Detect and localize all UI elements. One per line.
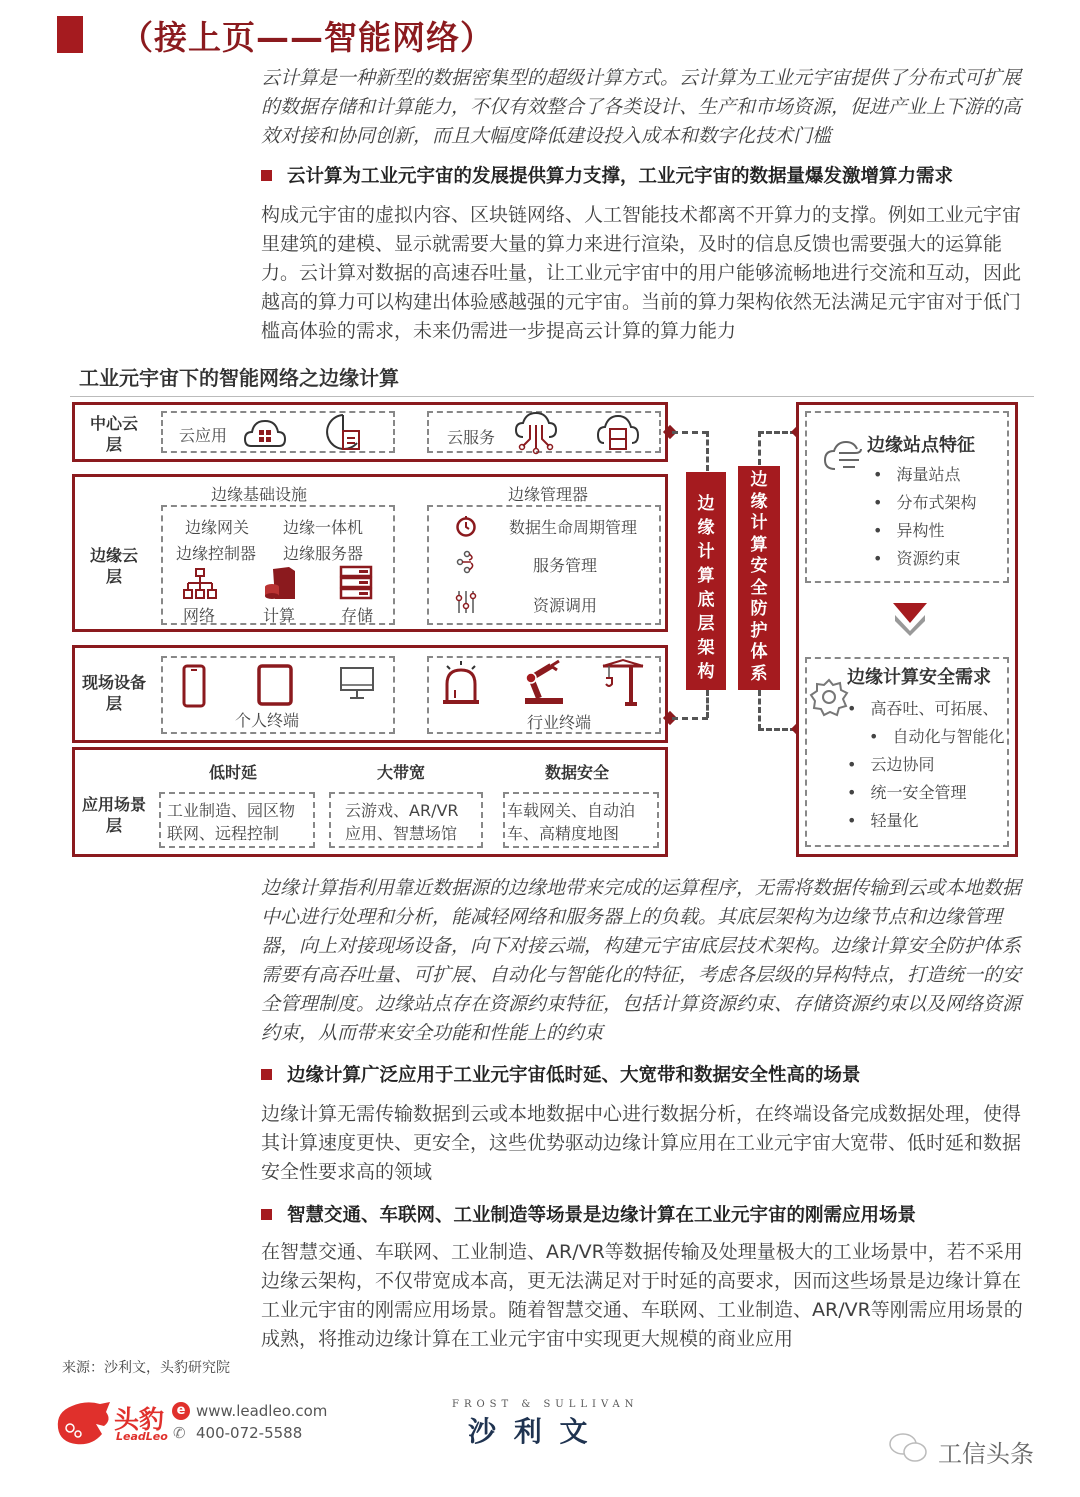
list-item-continuation (847, 723, 1004, 751)
banner-char: 安 (750, 556, 768, 576)
connector-line (672, 717, 708, 720)
scene-text: 应用、智慧场馆 (345, 824, 458, 843)
page-title: （接上页——智能网络） (120, 18, 494, 57)
scene-text: 车载网关、自动泊 (507, 801, 636, 820)
section1-body: 构成元宇宙的虚拟内容、区块链网络、人工智能技术都离不开算力的支撑。例如工业元宇宙里建筑的建模、显示就需要大量的算力来进行渲染，及时的信息反馈也需要强大的运算能力。云计算对数据的高速吞吐量，让工业元宇宙中的用户能够流畅地进行交流和互动，因此越高的算力可以构建出体验感越强的元宇宙。当前的算力架构依然无法满足元宇宙对于低门槛高体验的需求，未来仍需进一步提高云计算的算力能力 (261, 204, 1022, 342)
scene-column-title: 数据安全 (545, 763, 610, 782)
banner-char: 计 (750, 513, 768, 533)
banner-char: 系 (750, 663, 768, 684)
section1-heading-text: 云计算为工业元宇宙的发展提供算力支撑，工业元宇宙的数据量爆发激增算力需求 (287, 166, 954, 187)
storage-label: 存储 (341, 606, 374, 625)
security-needs-list (847, 695, 1004, 835)
edge-cloud-layer (72, 474, 668, 632)
lifecycle-clock-icon (455, 514, 477, 538)
banner-char: 算 (750, 534, 768, 555)
list-item-continuation-text: 自动化与智能化 (892, 727, 1005, 746)
scene-text: 车、高精度地图 (507, 824, 620, 843)
leopard-head-icon (52, 1398, 114, 1450)
manager-item: 服务管理 (533, 556, 598, 575)
site-features-box (805, 411, 1009, 583)
connector-line (758, 431, 761, 465)
section3-heading (261, 1201, 916, 1227)
robot-arm-icon (521, 658, 567, 706)
field-device-layer (72, 645, 668, 743)
manager-item: 数据生命周期管理 (509, 518, 638, 537)
banner-char: 构 (697, 662, 715, 682)
edge-manager-group (427, 505, 661, 625)
banner-edge-security (738, 466, 780, 690)
edge-manager-title: 边缘管理器 (508, 485, 589, 504)
gear-icon (809, 677, 849, 717)
banner-char: 架 (697, 638, 715, 658)
title-accent-bar (57, 16, 83, 53)
banner-char: 底 (697, 590, 715, 610)
scene-column-title: 低时延 (209, 763, 258, 782)
list-item: • 高吞吐、可拓展、 (847, 695, 1004, 723)
scene-security-box (503, 792, 659, 848)
resource-slider-icon (455, 589, 477, 615)
banner-char: 缘 (697, 518, 715, 538)
list-item: • 轻量化 (847, 807, 1004, 835)
figure-divider (70, 396, 1034, 397)
cloud-wind-icon (821, 439, 865, 473)
scene-column-title: 大带宽 (377, 763, 426, 782)
security-needs-box (805, 657, 1009, 847)
personal-terminal-label: 个人终端 (235, 711, 300, 730)
leadleo-cn: 头豹 (114, 1405, 165, 1434)
cloud-network-icon (513, 409, 559, 455)
network-topology-icon (183, 567, 217, 601)
cloud-server-icon (595, 411, 641, 453)
banner-edge-architecture (686, 472, 726, 690)
phone-number: 400-072-5588 (196, 1424, 303, 1442)
banner-char: 防 (750, 599, 768, 619)
frost-sullivan-en: FROST & SULLIVAN (452, 1399, 639, 1410)
banner-char: 护 (750, 620, 768, 641)
scene-text: 云游戏、AR/VR (345, 801, 459, 820)
section2-body: 边缘计算无需传输数据到云或本地数据中心进行数据分析，在终端设备完成数据处理，使得其计算速度更快、更安全，这些优势驱动边缘计算应用在工业元宇宙大宽带、低时延和数据安全性要求高的领域 (261, 1103, 1022, 1183)
section3-body: 在智慧交通、车联网、工业制造、AR/VR等数据传输及处理量极大的工业场景中，若不采用边缘云架构，不仅带宽成本高，更无法满足对于时延的高要求，因而这些场景是边缘计算在工业元宇宙的刚需应用场景。随着智慧交通、车联网、工业制造、AR/VR等刚需应用场景的成熟，将推动边缘计算在工业元宇宙中实现更大规模的商业应用 (261, 1241, 1023, 1350)
banner-char: 体 (750, 642, 768, 662)
pie-document-icon (323, 411, 363, 453)
list-item: • 资源约束 (873, 545, 976, 573)
tablet-icon (257, 664, 293, 706)
personal-terminal-group (161, 656, 395, 734)
watermark-text: 工信头条 (938, 1440, 1034, 1468)
list-item: • 异构性 (873, 517, 976, 545)
network-label: 网络 (183, 606, 216, 625)
edge-infra-group (161, 505, 395, 625)
bullet-square-icon (261, 1209, 272, 1220)
connector-line (758, 690, 761, 730)
security-needs-title: 边缘计算安全需求 (847, 667, 991, 688)
center-cloud-label: 中心云层 (89, 414, 138, 454)
figure-title: 工业元宇宙下的智能网络之边缘计算 (79, 366, 399, 390)
banner-char: 边 (750, 470, 768, 490)
scene-low-latency-box (159, 792, 315, 848)
list-item: • 云边协同 (847, 751, 1004, 779)
connector-line (706, 690, 709, 718)
section2-heading (261, 1061, 861, 1087)
edge-infra-item: 边缘网关 (185, 518, 250, 537)
desktop-monitor-icon (339, 666, 375, 702)
banner-char: 层 (697, 614, 715, 634)
wechat-icon (888, 1432, 930, 1464)
service-flow-icon (455, 550, 477, 574)
industry-terminal-label: 行业终端 (527, 713, 592, 732)
edge-site-panel (796, 402, 1018, 857)
intro-paragraph: 云计算是一种新型的数据密集型的超级计算方式。云计算为工业元宇宙提供了分布式可扩展的数据存储和计算能力，不仅有效整合了各类设计、生产和市场资源，促进产业上下游的高效对接和协同创新，而且大幅度降低建设投入成本和数字化技术门槛 (261, 67, 1022, 147)
field-device-label: 现场设备层 (81, 673, 146, 713)
scene-bandwidth-box (329, 792, 483, 848)
cloud-app-group (161, 411, 395, 453)
banner-char: 全 (750, 577, 768, 598)
connector-line (706, 431, 709, 471)
cloud-app-label: 云应用 (179, 426, 228, 445)
smartphone-icon (181, 664, 207, 708)
tower-crane-icon (601, 658, 645, 708)
list-item: • 海量站点 (873, 461, 976, 489)
compute-server-icon (263, 565, 297, 601)
scene-text: 工业制造、园区物 (167, 801, 296, 820)
bullet-square-icon (261, 170, 272, 181)
banner-char: 缘 (750, 491, 768, 512)
edge-infra-item: 边缘控制器 (176, 544, 257, 563)
website-link[interactable]: www.leadleo.com (196, 1402, 328, 1420)
down-arrow-icon (891, 601, 929, 637)
alarm-light-icon (441, 660, 481, 706)
section1-heading (261, 162, 953, 188)
cloud-service-group (427, 411, 661, 453)
storage-rack-icon (339, 565, 373, 601)
app-scene-layer (72, 747, 668, 857)
edge-cloud-label: 边缘云层 (89, 546, 138, 586)
edge-infra-item: 边缘服务器 (283, 544, 364, 563)
connector-line (672, 431, 708, 434)
center-cloud-layer (72, 402, 668, 462)
section3-heading-text: 智慧交通、车联网、工业制造等场景是边缘计算在工业元宇宙的刚需应用场景 (287, 1205, 917, 1226)
manager-item: 资源调用 (533, 596, 598, 615)
banner-char: 计 (697, 542, 715, 562)
compute-label: 计算 (263, 606, 296, 625)
web-e-icon: e (172, 1402, 190, 1420)
source-note: 来源：沙利文，头豹研究院 (62, 1360, 230, 1376)
edge-infra-item: 边缘一体机 (283, 518, 364, 537)
explain-paragraph: 边缘计算指利用靠近数据源的边缘地带来完成的运算程序，无需将数据传输到云或本地数据中心进行处理和分析，能减轻网络和服务器上的负载。其底层架构为边缘节点和边缘管理器，向上对接现场设备，向下对接云端，构建元宇宙底层技术架构。边缘计算安全防护体系需要有高吞吐量、可扩展、自动化与智能化的特征，考虑各层级的异构特点，打造统一的安全管理制度。边缘站点存在资源约束特征，包括计算资源约束、存储资源约束以及网络资源约束，从而带来安全功能和性能上的约束 (261, 877, 1022, 1044)
industry-terminal-group (427, 656, 661, 734)
list-item: • 分布式架构 (873, 489, 976, 517)
site-features-list (873, 461, 976, 573)
banner-char: 算 (697, 566, 715, 586)
leadleo-logo (52, 1398, 114, 1450)
section2-heading-text: 边缘计算广泛应用于工业元宇宙低时延、大宽带和数据安全性高的场景 (287, 1065, 861, 1086)
frost-sullivan-cn: 沙 利 文 (468, 1415, 592, 1448)
list-item: • 统一安全管理 (847, 779, 1004, 807)
cloud-app-icon (243, 416, 287, 450)
banner-char: 边 (697, 494, 715, 514)
site-features-title: 边缘站点特征 (867, 435, 975, 456)
bullet-square-icon (261, 1069, 272, 1080)
phone-icon: ✆ (173, 1424, 186, 1442)
cloud-service-label: 云服务 (447, 428, 496, 447)
edge-infra-title: 边缘基础设施 (211, 485, 308, 504)
scene-text: 联网、远程控制 (167, 824, 280, 843)
app-scene-label: 应用场景层 (81, 795, 146, 835)
leadleo-en: LeadLeo (116, 1430, 168, 1443)
